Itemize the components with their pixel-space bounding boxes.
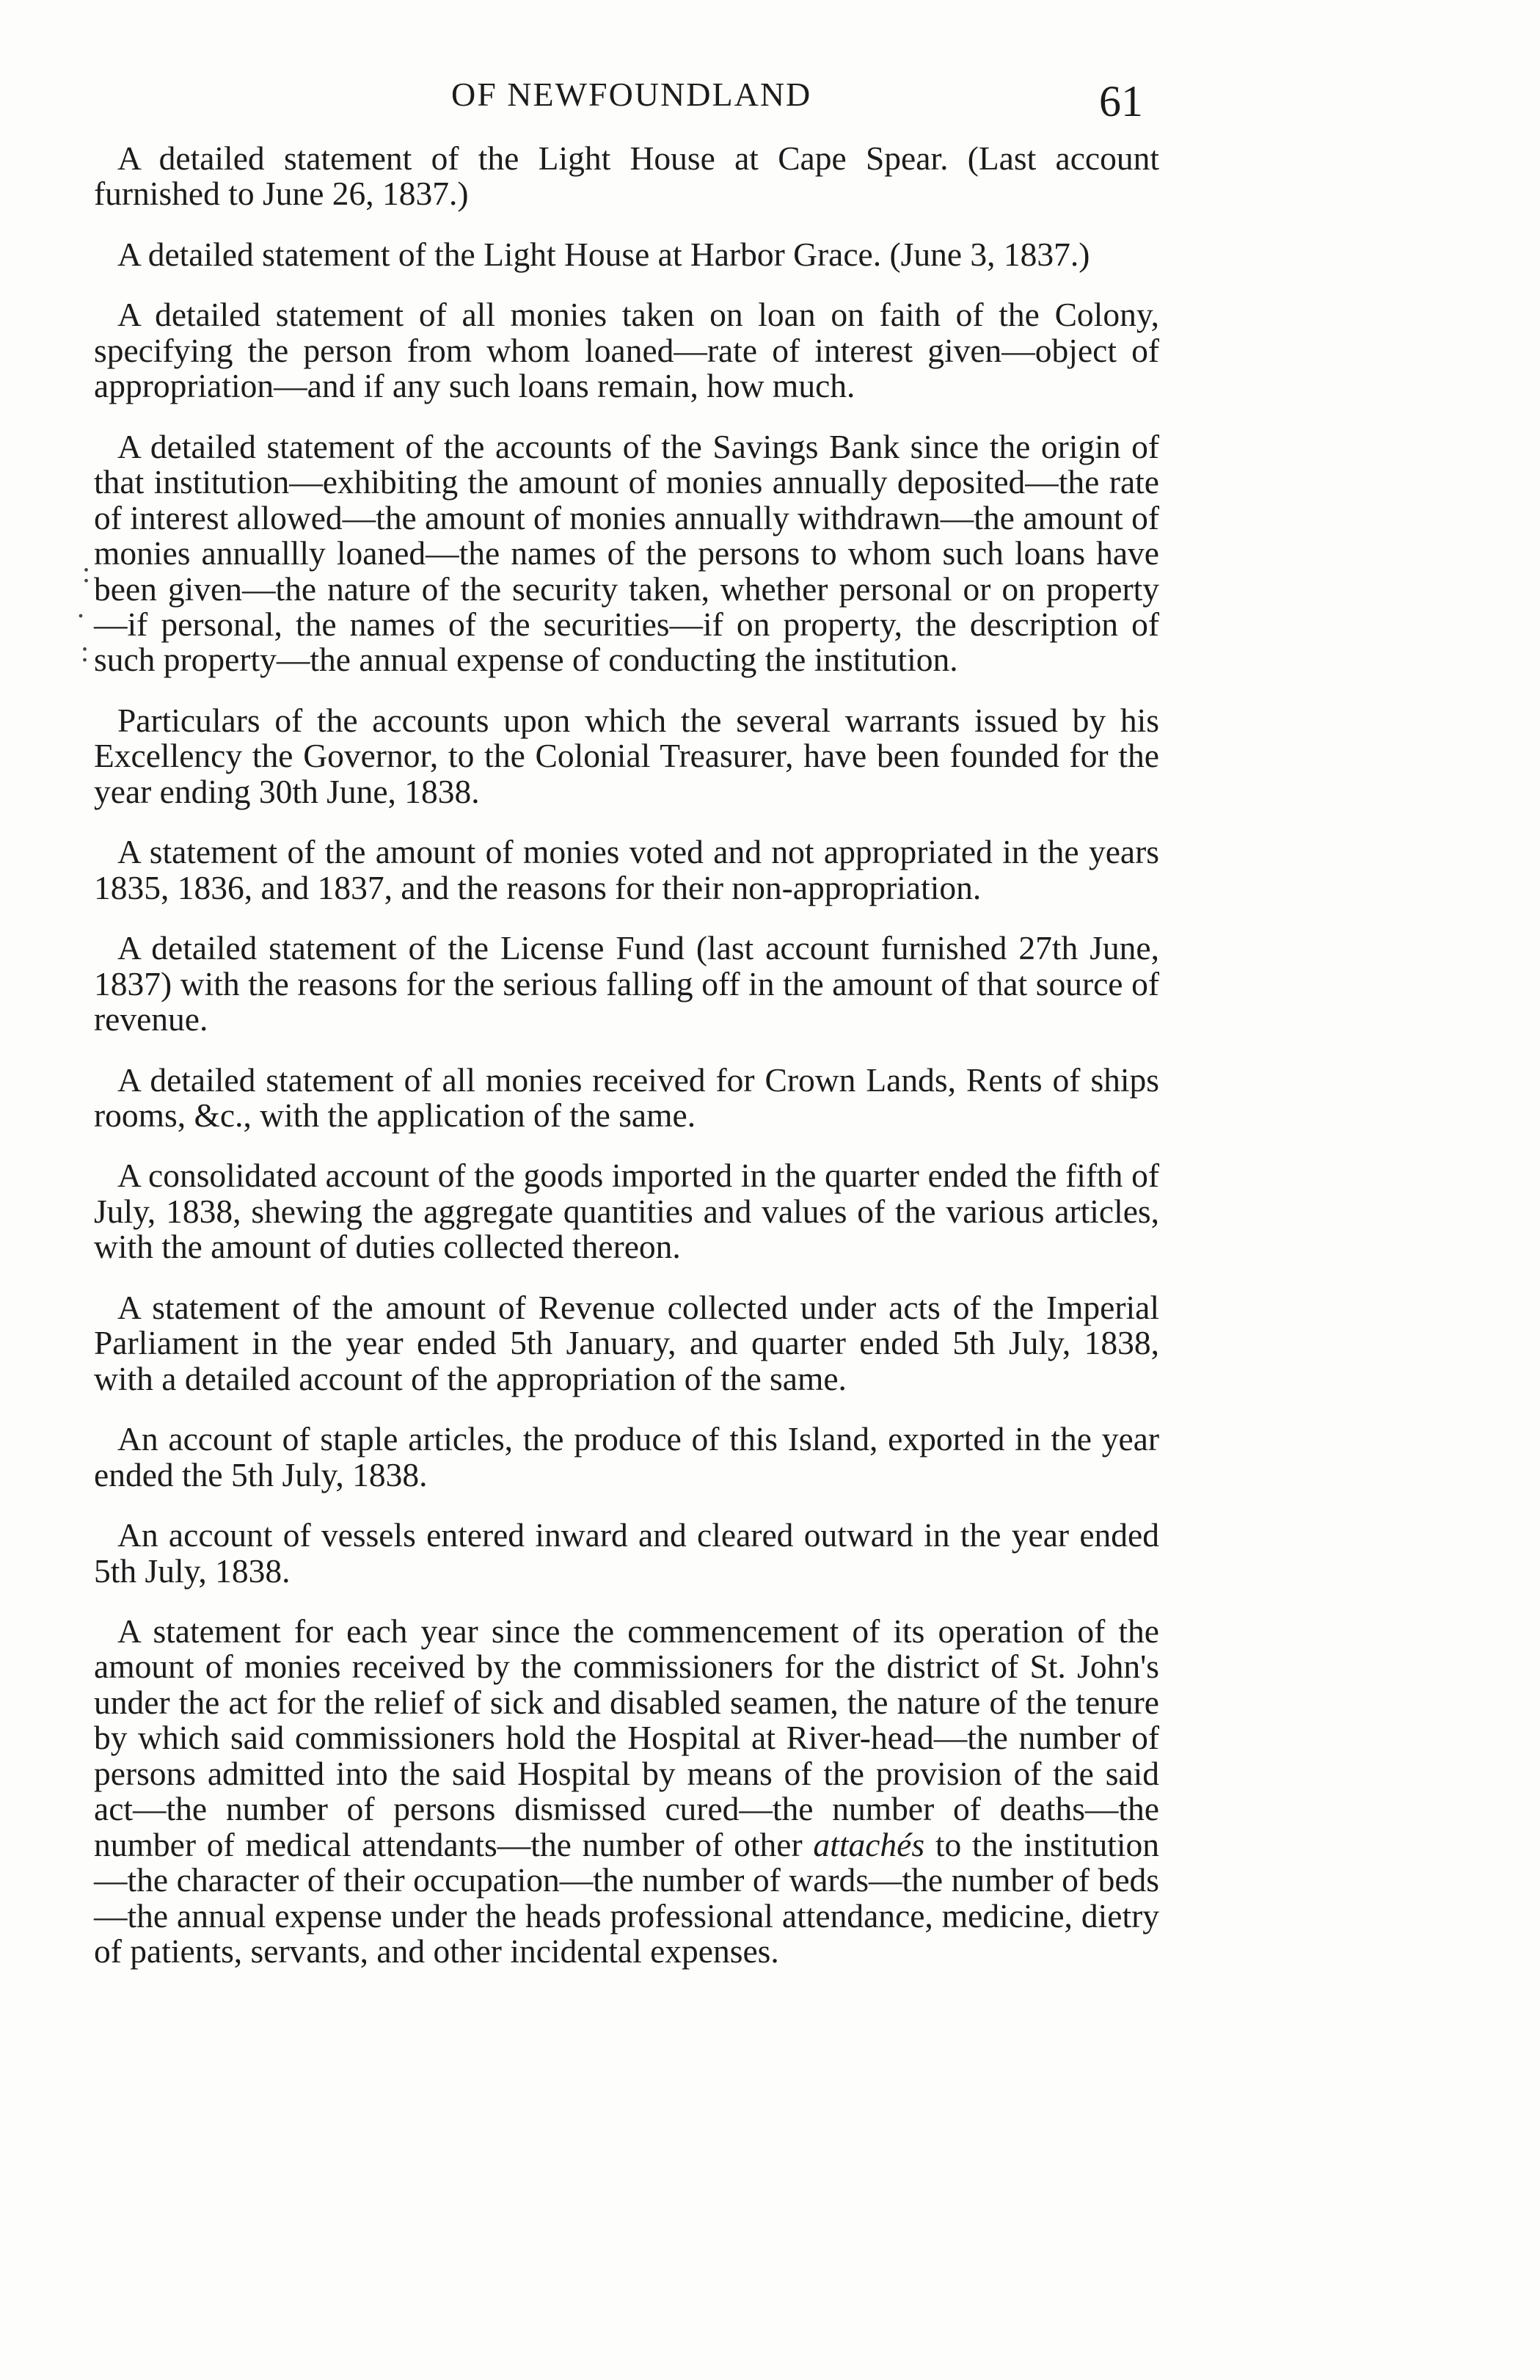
margin-mark: . bbox=[77, 591, 84, 624]
paragraph-seamen-hospital bbox=[94, 1614, 1159, 1970]
paragraph-imperial-revenue: A statement of the amount of Revenue collected under acts of the Imperial Parliament in the year ended 5th January, and quarter ended 5th July, 1838, with a detailed account of the appropriation of the same. bbox=[94, 1288, 1159, 1397]
page-number: 61 bbox=[1099, 77, 1143, 125]
paragraph-harbor-grace-light-house: A detailed statement of the Light House at Harbor Grace. (June 3, 1837.) bbox=[117, 235, 1090, 273]
paragraph-governor-warrants: Particulars of the accounts upon which the several warrants issued by his Excellency the Governor, to the Colonial Treasurer, have been founded for the year ending 30th June, 1838. bbox=[94, 701, 1159, 810]
paragraph-goods-imported: A consolidated account of the goods imported in the quarter ended the fifth of July, 1838, shewing the aggregate quantities and values of the various articles, with the amount of duties collected thereon. bbox=[94, 1157, 1159, 1266]
paragraph-savings-bank: A detailed statement of the accounts of the Savings Bank since the origin of that institution—exhibiting the amount of monies annually deposited—the rate of interest allowed—the amount of monies annually withdrawn—the amount of monies annuallly loaned—the names of the persons to whom such loans have been given—the nature of the security taken, whether personal or on property—if personal, the names of the securities—if on property, the description of such property—the annual expense of conducting the institution. bbox=[94, 427, 1159, 679]
paragraph-license-fund: A detailed statement of the License Fund (last account furnished 27th June, 1837) with the reasons for the serious falling off in the amount of that source of revenue. bbox=[94, 929, 1159, 1038]
paragraph-unappropriated-monies: A statement of the amount of monies voted and not appropriated in the years 1835, 1836, and 1837, and the reasons for their non-appropriation. bbox=[94, 833, 1159, 906]
hospital-text-before: A statement for each year since the commencement of its operation of the amount of monies received by the commissioners for the district of St. John's under the act for the relief of sick and disabled seamen, the nature of the tenure by which said commissioners hold the Hospital at River-head—the number of persons admitted into the said Hospital by means of the provision of the said act—the number of persons dismissed cured—the number of deaths—the number of medical attendants—the number of other bbox=[94, 1612, 1159, 1863]
paragraph-vessels: An account of vessels entered inward and cleared outward in the year ended 5th July, 1838. bbox=[94, 1516, 1159, 1590]
margin-mark: : bbox=[82, 556, 91, 589]
italic-word-attaches: attachés bbox=[813, 1825, 925, 1863]
paragraph-staple-exports: An account of staple articles, the produce of this Island, exported in the year ended the 5th July, 1838. bbox=[94, 1420, 1159, 1493]
hospital-text-after: to the institution—the character of their occupation—the number of wards—the number of beds—the annual expense under the heads professional attendance, medicine, dietry of patients, servants, and other incidental expenses. bbox=[94, 1825, 1159, 1970]
margin-mark: : bbox=[81, 635, 90, 668]
running-head-title: OF NEWFOUNDLAND bbox=[451, 76, 812, 113]
body-text bbox=[94, 141, 1159, 1969]
paragraph-crown-lands: A detailed statement of all monies received for Crown Lands, Rents of ships rooms, &c., with the application of the same. bbox=[94, 1060, 1159, 1134]
paragraph-colony-loans: A detailed statement of all monies taken on loan on faith of the Colony, specifying the person from whom loaned—rate of interest given—object of appropriation—and if any such loans remain, how much. bbox=[94, 296, 1159, 405]
paragraph-cape-spear-light-house: A detailed statement of the Light House at Cape Spear. (Last account furnished to June 26, 1837.) bbox=[94, 139, 1159, 213]
